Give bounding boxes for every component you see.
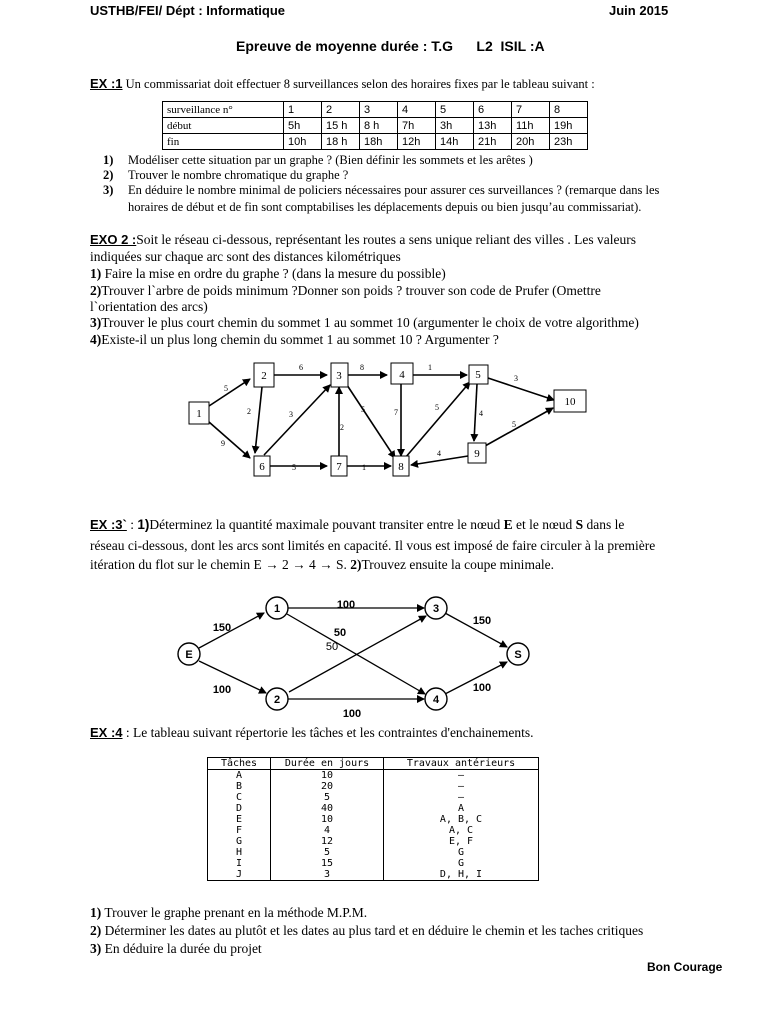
ex2-line1 [90,231,636,248]
table-cell: E [208,814,271,825]
table-cell: H [208,847,271,858]
table-cell: 1 [284,102,322,118]
node-label: 8 [398,461,404,473]
question-number: 1) [90,266,102,281]
table-row [208,781,539,792]
capacity-label: 50 [333,627,347,639]
question-number: 3) [103,183,114,197]
capacity-label: 100 [212,684,232,696]
table-header: Travaux antérieurs [384,758,539,770]
ex1-q3 [103,182,660,198]
ex4-intro-line [90,724,534,741]
question-number: 4) [90,332,102,347]
ex3-line2: réseau ci-dessous, dont les arcs sont limités en capacité. Il vous est imposé de faire circuler à la première [90,538,656,553]
edge-3-8 [345,382,395,458]
table-cell: 13h [474,118,512,134]
ex1-intro-line [90,76,595,92]
table-cell: début [163,118,284,134]
table-cell: A [384,803,539,814]
table-row [208,803,539,814]
edge-1-2 [209,379,250,406]
table-cell: 15 h [322,118,360,134]
table-cell: F [208,825,271,836]
question-text: Existe-il un plus long chemin du sommet 1 au sommet 10 ? Argumenter ? [101,332,499,347]
ex1-intro: Un commissariat doit effectuer 8 surveillances selon des horaires fixes par le tableau suivant : [122,77,595,91]
graph-edges [209,375,554,466]
node-label: 5 [475,369,481,381]
table-cell: I [208,858,271,869]
table-row [208,869,539,881]
table-cell: G [208,836,271,847]
table-cell: 14h [436,134,474,150]
question-text: Trouver le nombre chromatique du graphe ? [128,168,349,182]
table-cell: G [384,847,539,858]
table-cell: 5 [436,102,474,118]
ex2-text: Soit le réseau ci-dessous, représentant les routes a sens unique reliant des villes . Les valeurs [136,232,636,247]
edge-weight: 6 [299,363,303,372]
ex1-q3-cont: horaires de début et de fin sont comptabilises les déplacements depuis ou bien jusqu’au commissariat). [128,200,642,214]
edge-weight: 4 [437,449,441,458]
table-row [163,134,588,150]
ex3-separator: : [126,517,138,532]
table-cell: 21h [474,134,512,150]
footer-text: Bon Courage [647,960,723,974]
edge-weight: 5 [292,463,296,472]
table-cell: 7 [512,102,550,118]
table-cell: D, H, I [384,869,539,881]
table-cell: A, B, C [384,814,539,825]
edge-weight: 2 [247,407,251,416]
ex3-label: EX :3` [90,517,127,532]
table-cell: 20h [512,134,550,150]
ex3-part1-number: 1) [137,517,150,532]
edge-weight: 1 [428,363,432,372]
flow-node-labels [185,603,521,706]
edge-weight: 5 [361,405,365,414]
surveillance-table [162,101,588,150]
edge-weight: 2 [340,423,344,432]
node-label: 10 [564,396,576,408]
edge-8-5 [405,382,470,458]
ex4-label: EX :4 [90,725,123,740]
capacity-label: 100 [342,708,362,720]
ex3-text: et le nœud [512,517,576,532]
table-cell: A, C [384,825,539,836]
ex2-q1 [90,265,446,282]
capacity-label: 150 [472,615,492,627]
ex3-text: Déterminez la quantité maximale pouvant transiter entre le nœud [149,517,504,532]
question-number: 2) [103,168,114,182]
capacity-label: 50 [325,641,339,653]
table-row [208,847,539,858]
ex3-text: Trouvez ensuite la coupe minimale. [361,557,555,572]
table-header: Durée en jours [271,758,384,770]
table-cell: 18 h [322,134,360,150]
table-row [208,825,539,836]
ex1-q2 [103,167,349,183]
ex4-q2 [90,922,643,939]
table-cell: 3 [360,102,398,118]
table-row [163,118,588,134]
table-cell: 8 h [360,118,398,134]
edge-weight: 3 [289,410,293,419]
table-cell: 3 [271,869,384,881]
node-label: 4 [432,694,440,706]
ex1-label: EX :1 [90,76,123,91]
question-number: 3) [90,941,102,956]
table-cell: 3h [436,118,474,134]
table-cell: 4 [398,102,436,118]
table-cell: 19h [550,118,588,134]
table-cell: 10 [271,814,384,825]
table-cell: G [384,858,539,869]
capacity-label: 100 [336,599,356,611]
table-cell: 5 [271,792,384,803]
node-label: 9 [474,448,480,460]
question-text: En déduire le nombre minimal de policiers nécessaires pour assurer ces surveillances ? (remarque dans les [128,183,660,197]
edge-5-9 [474,384,477,441]
table-cell: J [208,869,271,881]
node-label: 2 [273,694,281,706]
table-row [208,814,539,825]
table-cell: 18h [360,134,398,150]
edge-E-2 [199,661,266,693]
edge-2-6 [255,387,262,453]
edge-E-1 [199,613,264,648]
table-cell: 4 [271,825,384,836]
table-cell: C [208,792,271,803]
ex2-q4 [90,331,499,348]
road-network-graph [0,350,768,480]
capacity-label: 100 [472,682,492,694]
node-label: 7 [336,461,342,473]
edge-weight: 5 [512,420,516,429]
question-number: 2) [90,923,102,938]
edge-weight: 5 [435,403,439,412]
graph-node-labels [196,369,576,473]
table-cell: 12h [398,134,436,150]
table-cell: 20 [271,781,384,792]
table-cell: 40 [271,803,384,814]
page-title: Epreuve de moyenne durée : T.G L2 ISIL :A [236,38,545,54]
table-cell: 12 [271,836,384,847]
ex2-q3 [90,314,639,331]
question-number: 1) [103,153,114,167]
table-cell: fin [163,134,284,150]
table-cell: 15 [271,858,384,869]
ex2-line2: indiquées sur chaque arc sont des distances kilométriques [90,249,401,264]
flow-edges [199,608,507,699]
edge-5-10 [488,378,554,400]
table-row [208,836,539,847]
question-text: Trouver l`arbre de poids minimum ?Donner son poids ? trouver son code de Prufer (Omettre [101,283,601,298]
edge-1-6 [209,422,250,458]
node-label: 3 [336,370,342,382]
flow-network-graph [0,590,768,720]
edge-weight: 8 [360,363,364,372]
question-text: Modéliser cette situation par un graphe ? (Bien définir les sommets et les arêtes ) [128,153,533,167]
ex2-label: EXO 2 : [90,232,137,247]
capacity-label: 150 [212,622,232,634]
ex2-q2-cont: l`orientation des arcs) [90,299,208,314]
question-number: 2) [90,283,102,298]
table-cell: 5 [271,847,384,858]
ex3-text: dans le [583,517,625,532]
ex3-text: itération du flot sur le chemin E → 2 → 4 → S. [90,557,351,572]
table-row [163,102,588,118]
ex2-q2 [90,282,601,299]
node-label: E [185,649,193,661]
question-text: En déduire la durée du projet [101,941,262,956]
table-row [208,792,539,803]
table-cell: 10h [284,134,322,150]
table-cell: – [384,792,539,803]
table-cell: – [384,770,539,782]
table-cell: 23h [550,134,588,150]
question-text: Trouver le graphe prenant en la méthode M.P.M. [101,905,368,920]
table-cell: surveillance n° [163,102,284,118]
table-cell: E, F [384,836,539,847]
table-cell: 8 [550,102,588,118]
table-cell: 7h [398,118,436,134]
ex3-part2-number: 2) [350,557,362,572]
node-label: 2 [261,370,267,382]
table-cell: 2 [322,102,360,118]
edge-weight: 1 [362,463,366,472]
ex4-q3 [90,940,262,957]
table-cell: – [384,781,539,792]
edge-9-10 [485,408,553,446]
ex4-q1 [90,904,367,921]
table-header: Tâches [208,758,271,770]
ex4-intro: : Le tableau suivant répertorie les tâches et les contraintes d'enchainements. [122,725,534,740]
table-row [208,858,539,869]
table-cell: D [208,803,271,814]
edge-weight: 7 [394,408,398,417]
ex3-line3 [90,556,554,573]
question-text: Trouver le plus court chemin du sommet 1 au sommet 10 (argumenter le choix de votre algorithme) [101,315,639,330]
ex3-line1 [90,516,624,533]
table-cell: 10 [271,770,384,782]
question-number: 1) [90,905,102,920]
tasks-table [207,757,539,881]
node-label: 1 [196,408,202,420]
question-number: 3) [90,315,102,330]
table-cell: 5h [284,118,322,134]
edge-weight: 4 [479,409,483,418]
table-cell: 6 [474,102,512,118]
node-label: S [514,649,522,661]
edge-6-3 [264,385,330,455]
table-cell: 11h [512,118,550,134]
header-right: Juin 2015 [609,3,669,18]
node-label: 6 [259,461,265,473]
question-text: Déterminer les dates au plutôt et les dates au plus tard et en déduire le chemin et les taches critiques [101,923,644,938]
table-cell: A [208,770,271,782]
node-label: 1 [273,603,281,615]
edge-weight: 3 [514,374,518,383]
table-row [208,770,539,782]
node-label: 3 [432,603,440,615]
ex3-node-s: S [575,517,584,532]
edge-weight: 5 [224,384,228,393]
table-cell: B [208,781,271,792]
ex3-node-e: E [503,517,513,532]
node-label: 4 [399,369,405,381]
edge-weight: 9 [221,439,225,448]
flow-capacities [213,599,491,720]
ex1-q1 [103,152,533,168]
question-text: Faire la mise en ordre du graphe ? (dans la mesure du possible) [101,266,446,281]
table-header-row [208,758,539,770]
header-left: USTHB/FEI/ Dépt : Informatique [90,3,285,18]
